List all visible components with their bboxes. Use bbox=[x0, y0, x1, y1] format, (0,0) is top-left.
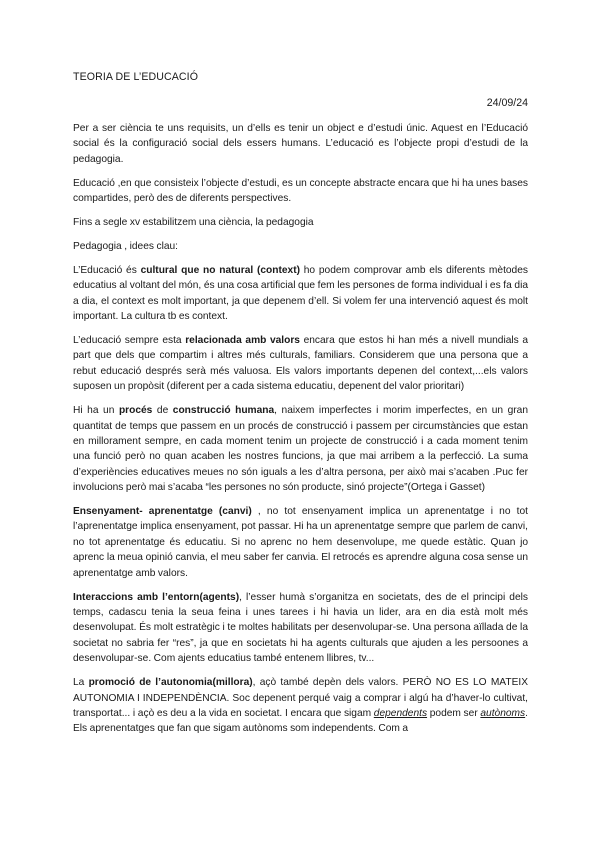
paragraph-key-ideas: Pedagogia , idees clau: bbox=[73, 240, 179, 252]
keyword-cultural: cultural que no natural (context) bbox=[140, 264, 300, 276]
keyword-values: relacionada amb valors bbox=[185, 334, 300, 346]
keyword-interactions: Interaccions amb l’entorn(agents) bbox=[73, 591, 240, 603]
paragraph-teaching-learning: Ensenyament- aprenentatge (canvi) , no tot ensenyament implica un aprenentatge i no tot l’aprenentatge implica ensenyament, pot passar. Hi ha un aprenentatge sempre que parlem de canvi, no tot aprenentatge és educatiu. Si no aprenc no hem desenvolupe, me quede estàtic. Quan jo aprenc la meua opinió canvia, el meu saber fer canvia. El retrocés es aprendre alguna cosa sense un aprenentatge amb valors. bbox=[73, 506, 528, 579]
keyword-autonomy: promoció de l’autonomia(millora) bbox=[88, 677, 253, 689]
paragraph-education: Educació ,en que consisteix l’objecte d’estudi, es un concepte abstracte encara que hi ha unes bases compartides, però des de diferents perspectives. bbox=[73, 177, 528, 205]
paragraph-intro: Per a ser ciència te uns requisits, un d’ells es tenir un object e d’estudi únic. Aquest en l’Educació social és la configuració social dels essers humans. L’educació es l’objecte propi d’estudi de la pedagogia. bbox=[73, 123, 528, 165]
paragraph-cultural: L’Educació és cultural que no natural (context) ho podem comprovar amb els diferents mètodes educatius al voltant del món, és una cosa artificial que fem les persones de forma individual i es fa dia a dia, el context es molt important, ja que depenem d’ell. Si volem fer una intervenció aquest és molt important. La cultura tb es context. bbox=[73, 264, 528, 323]
term-autonoms: autònoms bbox=[480, 707, 526, 719]
paragraph-construction: Hi ha un procés de construcció humana, naixem imperfectes i morim imperfectes, en un gran quantitat de temps que passem en un procés de construcció i passem per circumstàncies que estan en millorament sempre, en cada moment tenim un projecte de construcció i a cada moment tenim una funció però no quan acaben les nostres funcions, ja que mai arribem a la perfecció. La suma d’experiències educatives meues no són iguals a les d’altra persona, per això mai s’acaben .Puc fer involucions però mai s’acaba “les persones no són producte, sinó projecte”(Ortega i Gasset) bbox=[73, 405, 528, 494]
keyword-process: procés bbox=[118, 405, 153, 417]
paragraph-pedagogy-origin: Fins a segle xv estabilitzem una ciència, la pedagogia bbox=[73, 217, 314, 229]
document-body bbox=[73, 121, 528, 745]
paragraph-values: L’educació sempre esta relacionada amb valors encara que estos hi han més a nivell mundials a part que dels que compartim i altres més culturals, familiars. Considerem que una persona que a rebut educació després serà més valuosa. Els valors importants depenen del context,...els valors suposen un propòsit (diferent per a cada sistema educatiu, depenent del valor prioritari) bbox=[73, 334, 528, 393]
term-dependents: dependents bbox=[373, 707, 428, 719]
keyword-construction: construcció humana bbox=[172, 405, 275, 417]
document-date: 24/09/24 bbox=[486, 97, 528, 109]
paragraph-autonomy: La promoció de l’autonomia(millora), açò també depèn dels valors. PERÒ NO ES LO MATEIX AUTONOMIA I INDEPENDÈNCIA. Soc depenent perqué vaig a comprar i algú ha d’haver-lo cultivat, transportat... i açò es deu a la vida en societat. I encara que sigam dependents podem ser autònoms. Els aprenentatges que fan que sigam autònoms som independents. Com a bbox=[73, 677, 528, 735]
keyword-teaching-learning: Ensenyament- aprenentatge (canvi) bbox=[73, 506, 252, 518]
paragraph-interactions: Interaccions amb l’entorn(agents), l’esser humà s’organitza en societats, des de el principi dels temps, cadascu tenia la seua feina i unes tarees i hi havia un lider, ara en dia està molt més desenvolupat. És molt estratègic i te moltes habilitats per desenvolupar-se. Una persona aïllada de la societat no sabria fer “res”, ja que en societats hi ha agents culturals que ajuden a les persoones a desenvolupar-se. Com ajents educatius també entenem llibres, tv... bbox=[73, 591, 528, 665]
document-title: TEORIA DE L’EDUCACIÓ bbox=[73, 71, 199, 83]
